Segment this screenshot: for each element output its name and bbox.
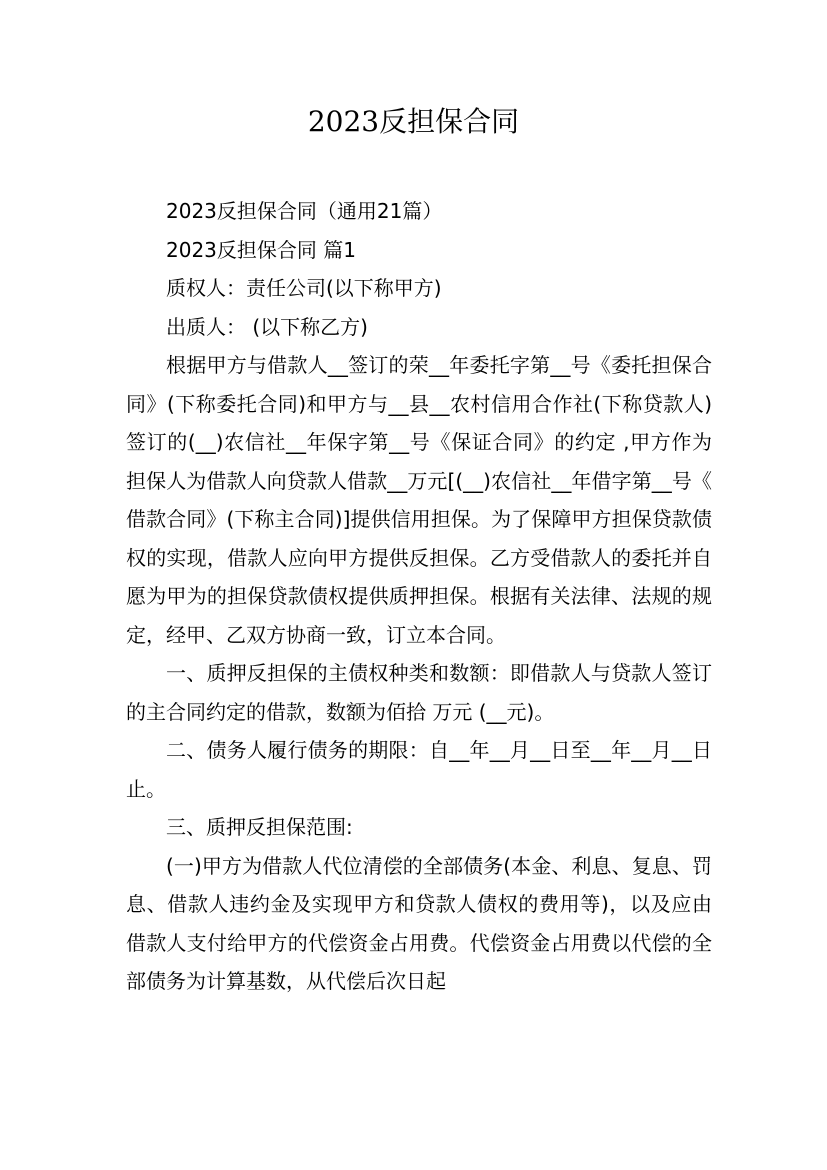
clause-2-paragraph: 二、债务人履行债务的期限：自__年__月__日至__年__月__日止。 bbox=[126, 738, 712, 801]
clause-3-heading: 三、质押反担保范围: bbox=[166, 815, 353, 839]
pledgee-line: 质权人：责任公司(以下称甲方) bbox=[166, 276, 442, 300]
clause-3-item-1: (一)甲方为借款人代位清偿的全部债务(本金、利息、复息、罚息、借款人违约金及实现甲方和贷款人债权的费用等)，以及应由借款人支付给甲方的代偿资金占用费。代偿资金占用费以代偿的全部债务为计算基数，从代偿后次日起 bbox=[126, 853, 712, 993]
clause-1-paragraph: 一、质押反担保的主债权种类和数额：即借款人与贷款人签订的主合同约定的借款，数额为佰拾 万元 (__元)。 bbox=[126, 661, 712, 724]
subtitle-paragraph: 2023反担保合同（通用21篇） bbox=[166, 199, 443, 223]
pledgor-line: 出质人： (以下称乙方) bbox=[166, 314, 368, 339]
document-body bbox=[126, 192, 712, 1001]
document-title: 2023反担保合同 bbox=[307, 105, 520, 138]
preamble-paragraph: 根据甲方与借款人__签订的荣__年委托字第__号《委托担保合同》(下称委托合同)和甲方与__县__农村信用合作社(下称贷款人)签订的(__)农信社__年保字第__号《保证合同》的约定 ,甲方作为担保人为借款人向贷款人借款__万元[(__)农信社__年借字第__号《借款合同》(下称主合同)]提供信用担保。为了保障甲方担保贷款债权的实现，借款人应向甲方提供反担保。乙方受借款人的委托并自愿为甲为的担保贷款债权提供质押担保。根据有关法律、法规的规定，经甲、乙双方协商一致，订立本合同。 bbox=[126, 353, 712, 647]
section-heading: 2023反担保合同 篇1 bbox=[166, 237, 356, 262]
